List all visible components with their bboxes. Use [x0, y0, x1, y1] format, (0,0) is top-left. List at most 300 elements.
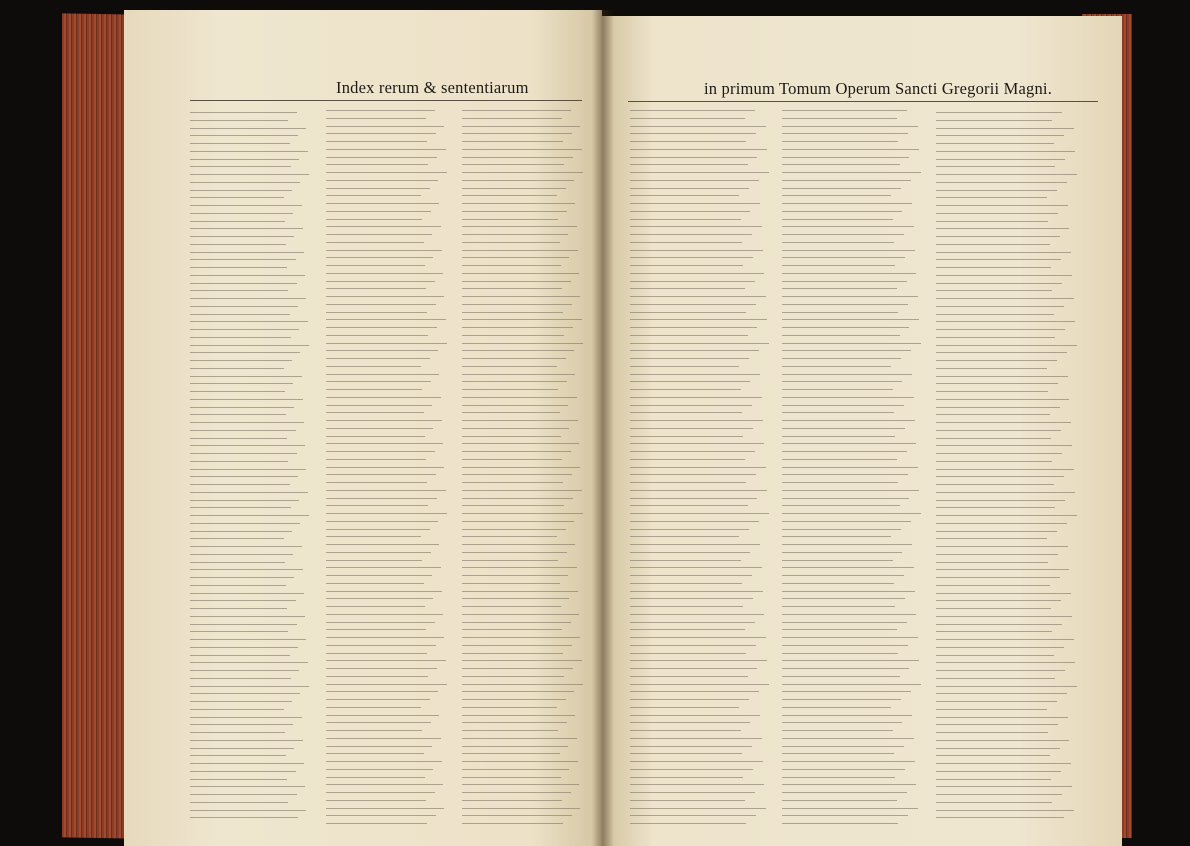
text-line [630, 792, 755, 793]
text-line [190, 562, 285, 563]
text-line [782, 800, 897, 801]
text-line [190, 376, 302, 377]
text-line [326, 459, 426, 460]
text-line [326, 575, 432, 576]
text-line [462, 250, 578, 251]
text-line [936, 779, 1051, 780]
text-line [462, 699, 566, 700]
text-line [630, 319, 767, 320]
text-line [936, 283, 1062, 284]
text-line [936, 228, 1069, 229]
text-line [190, 368, 284, 369]
text-line [782, 715, 912, 716]
text-line [782, 575, 904, 576]
text-line [782, 560, 893, 561]
text-line [462, 133, 572, 134]
text-line [190, 422, 304, 423]
text-line [782, 746, 904, 747]
text-line [630, 498, 757, 499]
text-line [462, 420, 578, 421]
text-line [326, 730, 422, 731]
text-line [782, 312, 898, 313]
text-line [190, 283, 297, 284]
text-line [782, 544, 912, 545]
text-line [326, 815, 436, 816]
text-line [782, 529, 901, 530]
text-line [936, 515, 1077, 516]
text-line [190, 128, 306, 129]
text-line [326, 614, 443, 615]
text-line [782, 769, 905, 770]
text-line [462, 544, 575, 545]
text-line [326, 343, 447, 344]
text-line [190, 461, 288, 462]
text-line [936, 562, 1048, 563]
text-line [630, 606, 743, 607]
text-line [462, 567, 577, 568]
text-line [936, 151, 1075, 152]
text-line [782, 513, 921, 514]
text-line [462, 684, 583, 685]
text-line [630, 784, 764, 785]
text-line [630, 823, 746, 824]
text-line [326, 513, 447, 514]
text-line [630, 567, 762, 568]
text-line [936, 817, 1064, 818]
text-line [936, 112, 1062, 113]
text-line [782, 622, 907, 623]
text-line [630, 738, 762, 739]
text-line [190, 190, 292, 191]
text-line [936, 453, 1062, 454]
text-line [782, 118, 897, 119]
text-line [782, 164, 900, 165]
text-line [936, 701, 1057, 702]
text-line [190, 360, 292, 361]
text-line [630, 265, 743, 266]
text-line [782, 389, 893, 390]
text-line [936, 352, 1067, 353]
text-line [190, 817, 298, 818]
text-line [190, 686, 309, 687]
text-line [190, 244, 286, 245]
text-line [630, 327, 757, 328]
text-line [462, 591, 578, 592]
text-line [936, 794, 1062, 795]
text-line [630, 312, 746, 313]
text-line [782, 281, 907, 282]
text-line [462, 459, 562, 460]
text-line [630, 335, 748, 336]
text-line [936, 724, 1058, 725]
text-line [936, 445, 1072, 446]
text-line [630, 226, 762, 227]
text-line [936, 391, 1048, 392]
text-line [782, 536, 891, 537]
text-line [326, 436, 425, 437]
text-line [462, 660, 582, 661]
text-line [190, 290, 288, 291]
text-line [190, 321, 308, 322]
text-line [326, 420, 442, 421]
text-line [462, 722, 567, 723]
text-line [782, 815, 908, 816]
text-line [782, 374, 912, 375]
text-line [326, 552, 431, 553]
text-line [326, 118, 426, 119]
text-line [462, 536, 557, 537]
text-line [190, 662, 308, 663]
text-line [326, 296, 444, 297]
text-line [630, 133, 756, 134]
text-line [190, 531, 292, 532]
text-line [630, 405, 752, 406]
text-line [630, 815, 756, 816]
text-line [190, 445, 305, 446]
text-line [782, 265, 895, 266]
text-line [190, 267, 287, 268]
text-line [462, 769, 569, 770]
text-line [782, 327, 909, 328]
text-line [462, 738, 577, 739]
text-line [190, 732, 285, 733]
text-line [782, 629, 897, 630]
text-line [326, 265, 425, 266]
text-line [782, 296, 918, 297]
text-line [462, 273, 579, 274]
text-line [630, 110, 755, 111]
text-line [462, 428, 569, 429]
text-line [326, 389, 422, 390]
text-line [462, 815, 572, 816]
text-line [630, 676, 748, 677]
text-line [190, 500, 299, 501]
text-line [326, 312, 427, 313]
text-line [190, 430, 296, 431]
text-line [936, 221, 1048, 222]
text-line [630, 699, 749, 700]
text-line [936, 430, 1061, 431]
text-line [782, 428, 905, 429]
text-line [190, 352, 300, 353]
text-line [936, 197, 1047, 198]
text-line [326, 242, 424, 243]
text-line [190, 717, 302, 718]
text-line [630, 808, 766, 809]
text-line [190, 407, 294, 408]
text-line [936, 321, 1075, 322]
text-line [462, 118, 562, 119]
text-line [630, 195, 739, 196]
text-line [326, 823, 427, 824]
text-line [326, 583, 424, 584]
text-line [782, 792, 907, 793]
text-line [782, 753, 894, 754]
text-line [782, 552, 902, 553]
text-line [782, 691, 911, 692]
text-line [190, 802, 288, 803]
text-line [326, 490, 446, 491]
text-line [326, 335, 428, 336]
text-line [630, 598, 753, 599]
text-line [630, 614, 764, 615]
text-line [190, 135, 298, 136]
text-line [462, 110, 571, 111]
text-line [782, 482, 898, 483]
text-line [326, 358, 430, 359]
text-line [462, 784, 579, 785]
text-line [326, 451, 435, 452]
text-line [630, 436, 743, 437]
text-line [326, 769, 433, 770]
text-line [936, 500, 1065, 501]
text-line [630, 629, 745, 630]
text-line [782, 660, 919, 661]
text-line [462, 715, 575, 716]
text-line [782, 614, 916, 615]
text-line [462, 800, 562, 801]
text-line [462, 257, 569, 258]
text-line [630, 366, 739, 367]
text-line [782, 358, 901, 359]
text-line [630, 668, 757, 669]
right-page-column-2 [782, 110, 922, 831]
text-line [462, 335, 564, 336]
text-line [782, 684, 921, 685]
text-line [936, 593, 1071, 594]
text-line [190, 771, 296, 772]
text-line [462, 149, 582, 150]
text-line [782, 498, 909, 499]
text-line [936, 143, 1054, 144]
text-line [326, 660, 446, 661]
text-line [936, 662, 1075, 663]
text-line [462, 575, 568, 576]
text-line [462, 312, 563, 313]
text-line [630, 234, 752, 235]
text-line [630, 420, 763, 421]
text-line [462, 482, 563, 483]
text-line [936, 771, 1061, 772]
text-line [462, 761, 578, 762]
text-line [782, 219, 893, 220]
text-line [936, 461, 1052, 462]
text-line [936, 624, 1062, 625]
text-line [936, 693, 1067, 694]
text-line [782, 257, 905, 258]
text-line [782, 653, 898, 654]
text-line [936, 120, 1052, 121]
text-line [936, 259, 1061, 260]
text-line [462, 319, 582, 320]
text-line [190, 693, 300, 694]
text-line [936, 639, 1074, 640]
text-line [190, 577, 294, 578]
text-line [326, 722, 431, 723]
text-line [936, 290, 1052, 291]
text-line [936, 414, 1050, 415]
text-line [462, 629, 562, 630]
text-line [936, 670, 1065, 671]
text-line [936, 484, 1054, 485]
text-line [326, 668, 437, 669]
text-line [936, 740, 1069, 741]
text-line [936, 135, 1064, 136]
text-line [782, 598, 905, 599]
text-line [782, 784, 916, 785]
text-line [630, 141, 746, 142]
text-line [326, 350, 438, 351]
text-line [936, 810, 1074, 811]
text-line [782, 823, 898, 824]
text-line [190, 794, 297, 795]
text-line [630, 653, 746, 654]
text-line [782, 172, 921, 173]
text-line [462, 211, 567, 212]
text-line [326, 622, 435, 623]
text-line [936, 616, 1072, 617]
text-line [326, 645, 436, 646]
text-line [462, 451, 571, 452]
text-line [462, 474, 572, 475]
text-line [936, 383, 1058, 384]
right-running-head: in primum Tomum Operum Sancti Gregorii Magni. [704, 79, 1053, 98]
text-line [326, 381, 431, 382]
text-line [630, 753, 742, 754]
text-line [630, 118, 745, 119]
text-line [936, 469, 1074, 470]
text-line [936, 205, 1068, 206]
text-line [462, 405, 568, 406]
text-line [630, 645, 756, 646]
text-line [462, 513, 583, 514]
text-line [190, 314, 290, 315]
text-line [190, 143, 290, 144]
text-line [630, 591, 763, 592]
text-line [190, 670, 299, 671]
text-line [782, 606, 895, 607]
text-line [462, 226, 577, 227]
text-line [782, 521, 911, 522]
text-line [782, 288, 897, 289]
text-line [326, 482, 427, 483]
text-line [630, 397, 762, 398]
text-line [782, 110, 907, 111]
text-line [630, 412, 742, 413]
text-line [782, 250, 915, 251]
text-line [326, 133, 436, 134]
text-line [190, 492, 308, 493]
text-line [190, 600, 296, 601]
text-line [462, 823, 563, 824]
text-line [326, 203, 439, 204]
text-line [936, 213, 1058, 214]
text-line [190, 236, 294, 237]
text-line [782, 567, 914, 568]
text-line [190, 453, 297, 454]
text-line [782, 474, 908, 475]
text-line [782, 273, 916, 274]
text-line [630, 560, 741, 561]
text-line [630, 219, 741, 220]
text-line [630, 343, 769, 344]
text-line [782, 412, 894, 413]
text-line [326, 234, 432, 235]
text-line [782, 149, 919, 150]
text-line [782, 637, 918, 638]
text-line [630, 707, 739, 708]
text-line [462, 552, 567, 553]
text-line [782, 645, 908, 646]
text-line [326, 428, 433, 429]
text-line [190, 724, 293, 725]
text-line [326, 226, 441, 227]
text-line [782, 730, 893, 731]
text-line [326, 304, 436, 305]
text-line [190, 639, 306, 640]
text-line [462, 637, 580, 638]
text-line [190, 469, 306, 470]
text-line [462, 412, 560, 413]
text-line [462, 707, 557, 708]
text-line [630, 637, 766, 638]
text-line [462, 467, 580, 468]
text-line [782, 467, 918, 468]
text-line [190, 306, 298, 307]
text-line [630, 157, 757, 158]
text-line [462, 668, 573, 669]
text-line [782, 668, 909, 669]
text-line [936, 531, 1057, 532]
text-line [190, 484, 290, 485]
text-line [782, 808, 918, 809]
text-line [630, 203, 760, 204]
text-line [190, 616, 305, 617]
text-line [326, 800, 426, 801]
text-line [630, 304, 756, 305]
text-line [190, 228, 303, 229]
text-line [462, 598, 569, 599]
text-line [630, 691, 759, 692]
text-line [936, 190, 1057, 191]
text-line [782, 459, 897, 460]
text-line [936, 337, 1055, 338]
text-line [326, 149, 446, 150]
text-line [782, 141, 898, 142]
text-line [326, 195, 421, 196]
text-line [936, 267, 1051, 268]
text-line [190, 213, 293, 214]
text-line [630, 358, 749, 359]
text-line [782, 195, 891, 196]
text-line [326, 691, 438, 692]
text-line [462, 350, 574, 351]
text-line [782, 381, 902, 382]
text-line [326, 288, 426, 289]
text-line [462, 583, 560, 584]
text-line [782, 350, 911, 351]
text-line [936, 236, 1060, 237]
text-line [462, 126, 580, 127]
text-line [462, 180, 574, 181]
text-line [326, 653, 427, 654]
text-line [936, 376, 1068, 377]
text-line [630, 746, 752, 747]
text-line [462, 366, 557, 367]
text-line [462, 327, 573, 328]
text-line [326, 141, 427, 142]
text-line [326, 738, 441, 739]
